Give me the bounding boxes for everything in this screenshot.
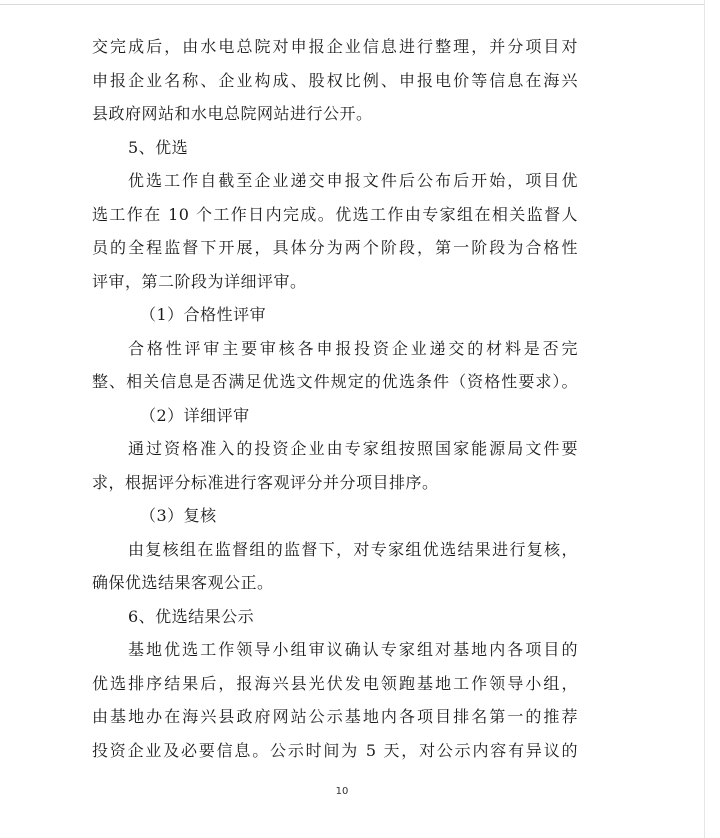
text-line: 整、相关信息是否满足优选文件规定的优选条件（资格性要求）。 bbox=[92, 372, 578, 391]
subsection-heading: （1）合格性评审 bbox=[140, 305, 267, 324]
right-border bbox=[704, 0, 705, 838]
text-line: 优选工作自截至企业递交申报文件后公布后开始，项目优 bbox=[128, 171, 578, 190]
text-line: 确保优选结果客观公正。 bbox=[92, 573, 274, 592]
section-heading: 5、优选 bbox=[128, 138, 189, 157]
text-line: 投资企业及必要信息。公示时间为 5 天，对公示内容有异议的 bbox=[92, 741, 578, 760]
top-border bbox=[0, 0, 705, 5]
text-line: 由复核组在监督组的监督下，对专家组优选结果进行复核， bbox=[128, 540, 578, 559]
text-line: 申报企业名称、企业构成、股权比例、申报电价等信息在海兴 bbox=[92, 71, 578, 90]
subsection-heading: （2）详细评审 bbox=[140, 406, 250, 425]
subsection-heading: （3）复核 bbox=[140, 506, 217, 525]
text-line: 选工作在 10 个工作日内完成。优选工作由专家组在相关监督人 bbox=[92, 205, 578, 224]
text-line: 评审，第二阶段为详细评审。 bbox=[92, 272, 307, 291]
page-number: 10 bbox=[335, 786, 349, 797]
text-line: 交完成后，由水电总院对申报企业信息进行整理，并分项目对 bbox=[92, 37, 578, 56]
text-line: 优选排序结果后，报海兴县光伏发电领跑基地工作领导小组， bbox=[92, 674, 578, 693]
text-line: 基地优选工作领导小组审议确认专家组对基地内各项目的 bbox=[128, 640, 578, 659]
text-line: 县政府网站和水电总院网站进行公开。 bbox=[92, 104, 373, 123]
text-line: 员的全程监督下开展，具体分为两个阶段，第一阶段为合格性 bbox=[92, 238, 578, 257]
text-line: 由基地办在海兴县政府网站公示基地内各项目排名第一的推荐 bbox=[92, 707, 578, 726]
section-heading: 6、优选结果公示 bbox=[128, 607, 255, 626]
text-line: 求，根据评分标准进行客观评分并分项目排序。 bbox=[92, 473, 439, 492]
text-line: 通过资格准入的投资企业由专家组按照国家能源局文件要 bbox=[128, 439, 578, 458]
text-line: 合格性评审主要审核各申报投资企业递交的材料是否完 bbox=[128, 339, 578, 358]
